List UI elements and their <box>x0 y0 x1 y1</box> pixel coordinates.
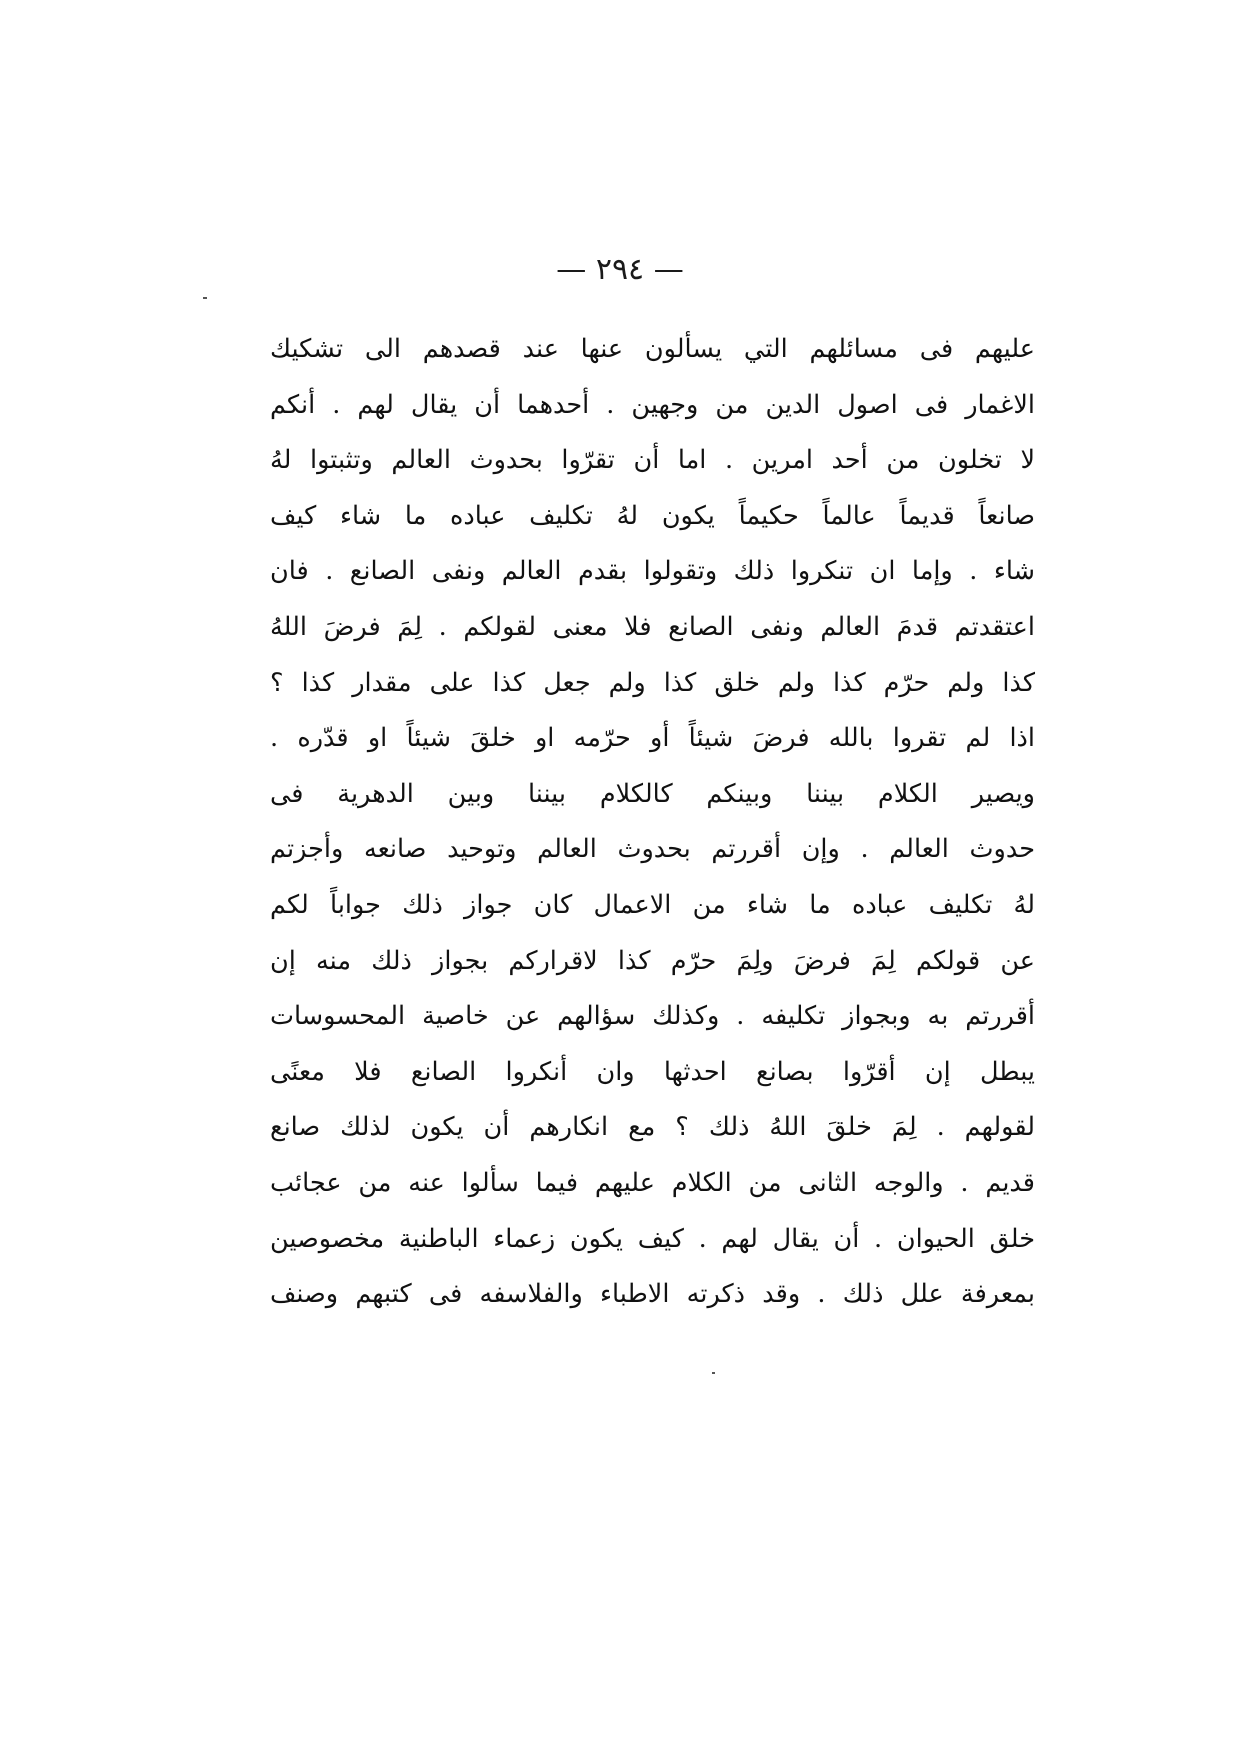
text-line: شاء . وإما ان تنكروا ذلك وتقولوا بقدم العالم ونفى الصانع . فان <box>270 556 1035 587</box>
text-line: لا تخلون من أحد امرين . اما أن تقرّوا بحدوث العالم وتثبتوا لهُ <box>270 445 1035 476</box>
text-line: كذا ولم حرّم كذا ولم خلق كذا ولم جعل كذا على مقدار كذا ؟ <box>270 667 1035 698</box>
text-line: الاغمار فى اصول الدين من وجهين . أحدهما أن يقال لهم . أنكم <box>270 389 1035 420</box>
scan-speck <box>712 1372 715 1374</box>
text-line: صانعاً قديماً عالماً حكيماً يكون لهُ تكليف عباده ما شاء كيف <box>270 500 1035 531</box>
body-text <box>270 322 1035 1323</box>
text-line: اذا لم تقروا بالله فرضَ شيئاً أو حرّمه او خلقَ شيئاً او قدّره . <box>270 723 1035 754</box>
text-line: حدوث العالم . وإن أقررتم بحدوث العالم وتوحيد صانعه وأجزتم <box>270 834 1035 865</box>
text-line: أقررتم به وبجواز تكليفه . وكذلك سؤالهم عن خاصية المحسوسات <box>270 1001 1035 1032</box>
text-line: قديم . والوجه الثانى من الكلام عليهم فيما سألوا عنه من عجائب <box>270 1167 1035 1198</box>
text-line: عن قولكم لِمَ فرضَ ولِمَ حرّم كذا لاقراركم بجواز ذلك منه إن <box>270 945 1035 976</box>
text-line: خلق الحيوان . أن يقال لهم . كيف يكون زعماء الباطنية مخصوصين <box>270 1223 1035 1254</box>
text-line: ويصير الكلام بيننا وبينكم كالكلام بيننا وبين الدهرية فى <box>270 778 1035 809</box>
text-line: عليهم فى مسائلهم التي يسألون عنها عند قصدهم الى تشكيك <box>270 334 1035 364</box>
text-line: بمعرفة علل ذلك . وقد ذكرته الاطباء والفلاسفه فى كتبهم وصنف <box>270 1279 1035 1310</box>
text-line: يبطل إن أقرّوا بصانع احدثها وان أنكروا الصانع فلا معنًى <box>270 1056 1035 1087</box>
text-line: لهُ تكليف عباده ما شاء من الاعمال كان جواز ذلك جواباً لكم <box>270 889 1035 920</box>
text-line: اعتقدتم قدمَ العالم ونفى الصانع فلا معنى لقولكم . لِمَ فرضَ اللهُ <box>270 611 1035 642</box>
text-line: لقولهم . لِمَ خلقَ اللهُ ذلك ؟ مع انكارهم أن يكون لذلك صانع <box>270 1112 1035 1143</box>
scan-speck <box>203 297 207 299</box>
page-number: — ٢٩٤ — <box>556 252 684 287</box>
